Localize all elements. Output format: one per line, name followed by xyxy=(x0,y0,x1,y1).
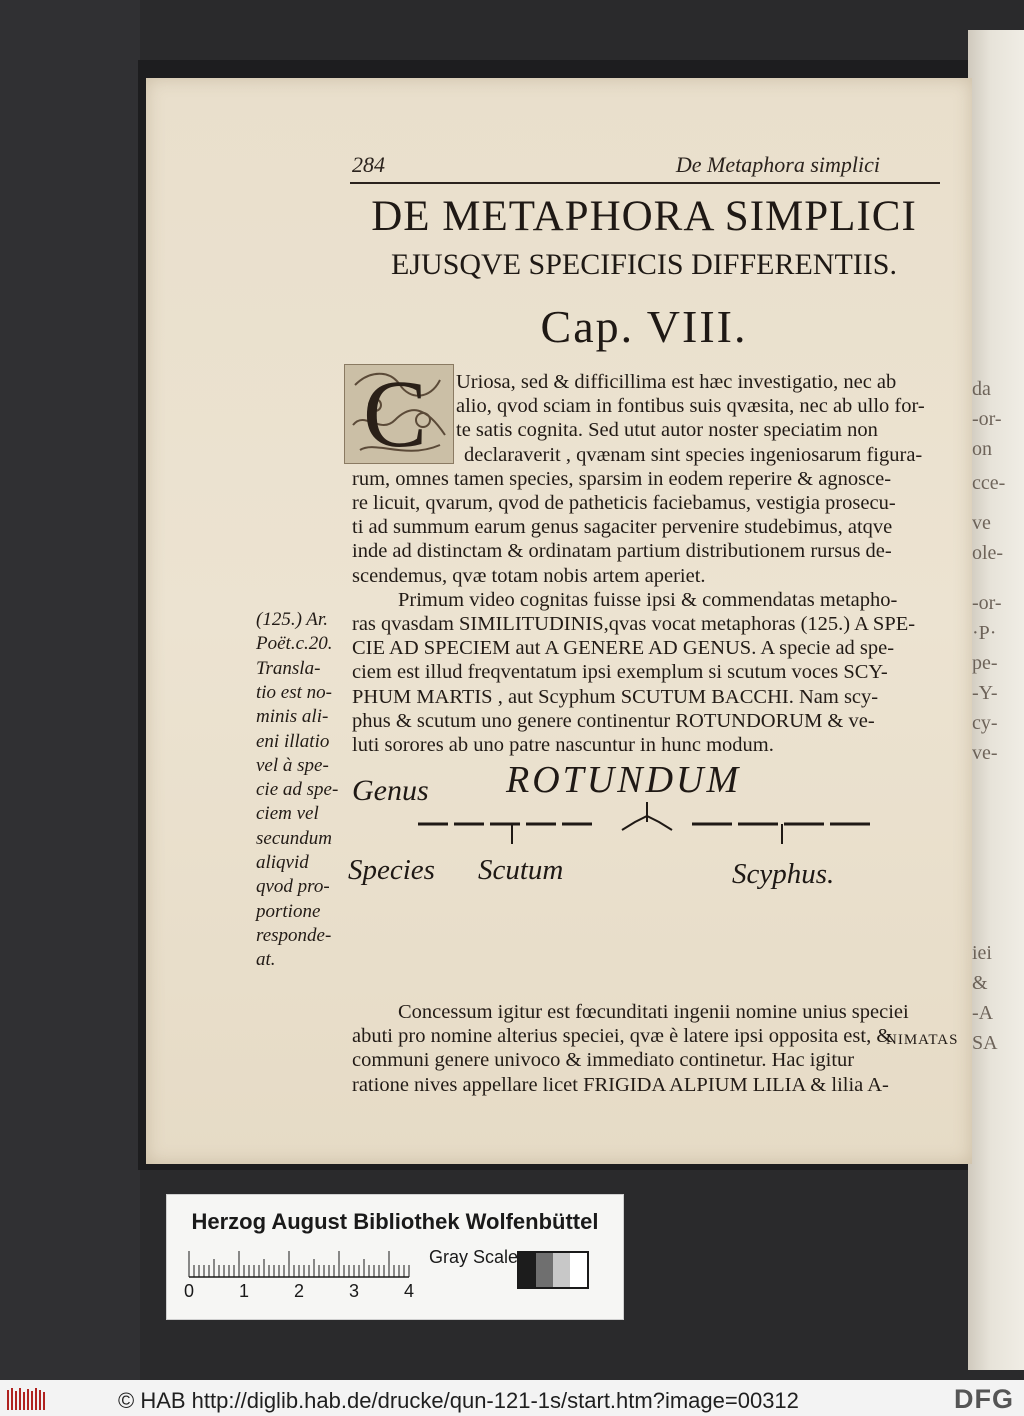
text-line: luti sorores ab uno patre nascuntur in hunc modum. xyxy=(352,734,774,756)
margin-note-line: Transla- xyxy=(256,657,321,679)
text-line: rum, omnes tamen species, sparsim in eodem reperire & agnosce- xyxy=(352,467,892,490)
scanner-background xyxy=(0,0,140,1380)
gray-swatch xyxy=(553,1253,570,1287)
ruler-number: 1 xyxy=(239,1281,250,1301)
ruler-number: 0 xyxy=(184,1281,195,1301)
chapter-title: DE METAPHORA SIMPLICI xyxy=(371,193,917,240)
genus-species-diagram xyxy=(348,758,952,898)
text-line: ciem est illud freqventatum ipsi exemplum si scutum voces SCY- xyxy=(352,661,888,684)
catchword: NIMATAS xyxy=(886,1032,959,1048)
gray-swatch xyxy=(570,1253,587,1287)
margin-note-line: cie ad spe- xyxy=(256,779,339,801)
next-page-fragment: -or- xyxy=(972,592,1002,614)
text-line: Concessum igitur est fœcunditati ingenii nomine unius speciei xyxy=(398,1001,909,1023)
species-label: Species xyxy=(348,854,435,886)
text-line: Uriosa, sed & difficillima est hæc investigatio, nec ab xyxy=(456,371,897,393)
gray-scale-swatches xyxy=(517,1251,589,1289)
next-page-fragment: SA xyxy=(972,1032,998,1054)
page-number: 284 xyxy=(352,152,385,177)
text-line: ras qvasdam SIMILITUDINIS,qvas vocat metaphoras (125.) A SPE- xyxy=(352,613,916,635)
diagram-tree xyxy=(352,758,952,898)
text-line: ti ad summum earum genus sagaciter pervenire studebimus, atqve xyxy=(352,516,893,539)
chapter-subtitle: EJUSQVE SPECIFICIS DIFFERENTIIS. xyxy=(391,248,897,281)
running-title: De Metaphora simplici xyxy=(675,152,880,177)
footer-bar xyxy=(0,1380,1024,1416)
next-page-fragment: on xyxy=(972,438,992,460)
margin-note-line: Poët.c.20. xyxy=(256,633,333,655)
book-page xyxy=(146,78,972,1164)
text-line: re licuit, qvarum, qvod de patheticis faciebamus, vestigia prosecu- xyxy=(352,492,896,514)
next-page-fragment: ve xyxy=(972,512,991,534)
ruler-number: 3 xyxy=(349,1281,360,1301)
text-line: abuti pro nomine alterius speciei, qvæ è latere ipsi opposita est, & xyxy=(352,1025,893,1048)
margin-note-line: eni illatio xyxy=(256,730,330,752)
gray-scale-label: Gray Scale xyxy=(429,1247,519,1267)
margin-note-line: tio est no- xyxy=(256,681,332,703)
text-line: inde ad distinctam & ordinatam partium distributionem rursus de- xyxy=(352,540,892,563)
margin-note-line: (125.) Ar. xyxy=(256,609,328,630)
next-page-fragment: cce- xyxy=(972,472,1006,494)
ruler-scale xyxy=(187,1243,411,1279)
gray-swatch xyxy=(536,1253,553,1287)
margin-note-line: minis ali- xyxy=(256,706,329,728)
text-line: Primum video cognitas fuisse ipsi & commendatas metapho- xyxy=(398,588,898,611)
margin-note-line: at. xyxy=(256,949,276,971)
ruler-number: 2 xyxy=(294,1281,305,1301)
decorated-initial xyxy=(344,360,454,467)
text-line: communi genere univoco & immediato continetur. Hac igitur xyxy=(352,1049,855,1072)
next-page-fragment: -or- xyxy=(972,408,1002,430)
margin-note-line: ciem vel xyxy=(256,803,319,825)
hab-logo-icon xyxy=(6,1386,46,1412)
root-term: ROTUNDUM xyxy=(506,759,742,801)
source-link[interactable]: © HAB http://diglib.hab.de/drucke/qun-121-1s/start.htm?image=00312 xyxy=(118,1388,799,1413)
initial-letter: C xyxy=(363,360,428,467)
text-line: te satis cognita. Sed utut autor noster speciatim non xyxy=(456,419,878,442)
next-page-fragment: cy- xyxy=(972,712,998,734)
next-page-edge xyxy=(968,30,1024,1370)
dfg-logo: DFG xyxy=(954,1384,1014,1414)
next-page-fragment: & xyxy=(972,972,988,994)
next-page-fragment: ·P· xyxy=(972,622,997,644)
species-scutum: Scutum xyxy=(478,854,564,886)
next-page-fragment: pe- xyxy=(972,652,998,674)
species-scyphus: Scyphus. xyxy=(732,858,835,890)
text-line: ratione nives appellare licet FRIGIDA ALPIUM LILIA & lilia A- xyxy=(352,1073,889,1096)
margin-note-line: portione xyxy=(256,900,321,922)
next-page-fragment: iei xyxy=(972,942,992,964)
text-line: declaraverit , qvænam sint species ingeniosarum figura- xyxy=(464,443,923,466)
text-line: alio, qvod sciam in fontibus suis qvæsita, nec ab ullo for- xyxy=(456,395,925,418)
running-head xyxy=(350,148,940,184)
text-line: CIE AD SPECIEM aut A GENERE AD GENUS. A specie ad spe- xyxy=(352,637,895,660)
text-line: scendemus, qvæ totam nobis artem aperiet. xyxy=(352,564,706,587)
genus-label: Genus xyxy=(352,774,429,807)
text-line: phus & scutum uno genere continentur ROTUNDORUM & ve- xyxy=(352,709,875,732)
library-name: Herzog August Bibliothek Wolfenbüttel xyxy=(191,1209,599,1234)
next-page-fragment: da xyxy=(972,378,991,400)
margin-note-line: secundum xyxy=(256,827,332,849)
ruler-number: 4 xyxy=(404,1281,415,1301)
margin-note-line: vel à spe- xyxy=(256,754,329,776)
margin-note-line: qvod pro- xyxy=(256,876,330,898)
gray-swatch xyxy=(519,1253,536,1287)
margin-note-line: aliqvid xyxy=(256,852,309,873)
margin-note-line: responde- xyxy=(256,924,332,946)
library-color-card xyxy=(166,1194,624,1320)
next-page-fragment: ve- xyxy=(972,742,998,764)
next-page-fragment: ole- xyxy=(972,542,1004,564)
text-line: PHUM MARTIS , aut Scyphum SCUTUM BACCHI. Nam scy- xyxy=(352,685,879,708)
chapter-number: Cap. VIII. xyxy=(540,301,748,352)
next-page-fragment: -Y- xyxy=(972,682,998,704)
next-page-fragment: -A xyxy=(972,1002,994,1024)
